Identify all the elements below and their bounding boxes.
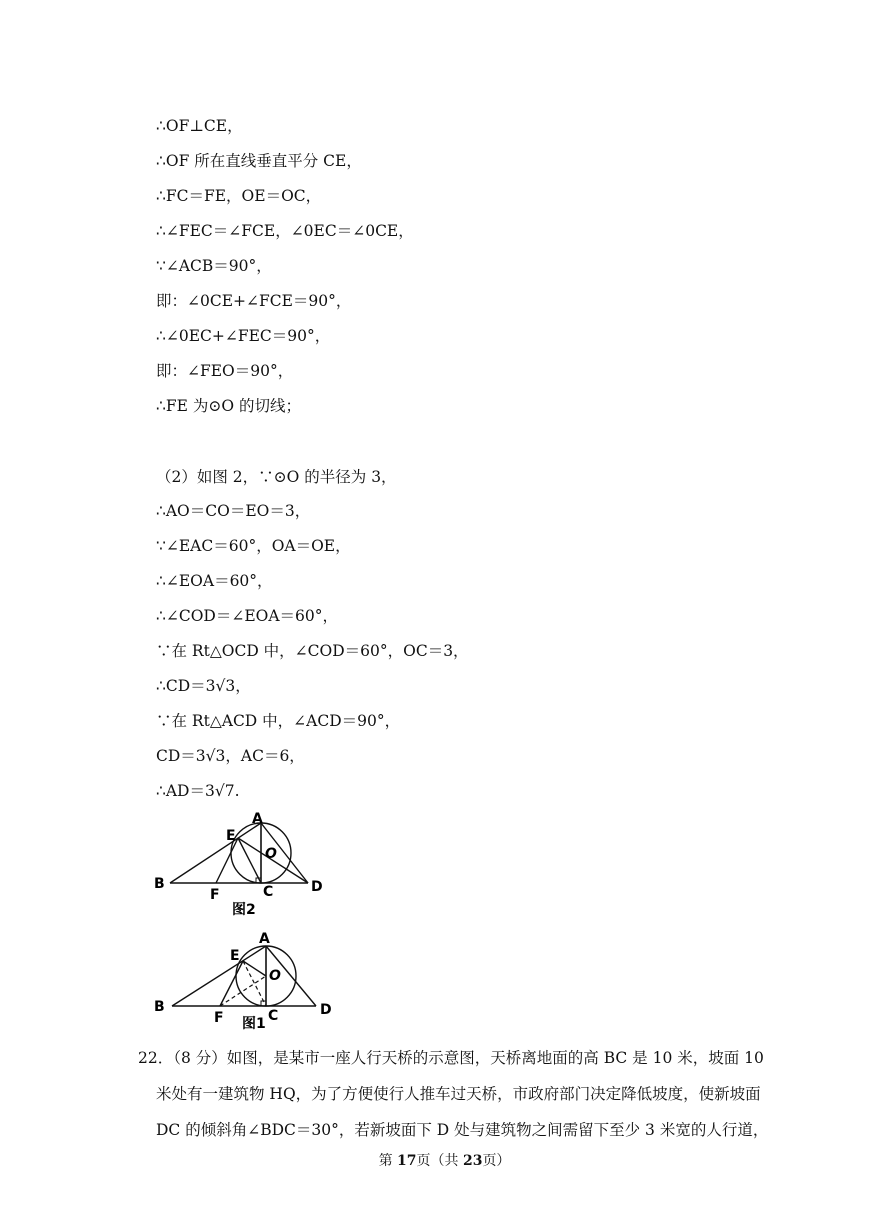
solution-line: （2）如图 2，∵⊙O 的半径为 3，	[156, 468, 397, 486]
point-label: A	[259, 931, 270, 947]
point-label: A	[252, 811, 263, 827]
point-label: C	[268, 1008, 279, 1024]
solution-line: ∴FE 为⊙O 的切线；	[156, 397, 301, 415]
point-label: E	[226, 828, 236, 844]
footer-prefix: 第	[378, 1153, 398, 1169]
figure-caption: 图1	[242, 1016, 266, 1032]
solution-line: ∵在 Rt△ACD 中，∠ACD＝90°，	[156, 712, 401, 730]
solution-line: ∴∠FEC＝∠FCE，∠0EC＝∠0CE，	[156, 222, 414, 240]
point-label: E	[230, 948, 240, 964]
solution-line: ∴∠COD＝∠EOA＝60°，	[156, 607, 339, 625]
solution-line: ∵∠EAC＝60°，OA＝OE，	[156, 537, 351, 555]
footer-total-pages: 23	[462, 1153, 483, 1169]
geometry-figure-1	[148, 930, 338, 1035]
solution-line: 即：∠FEO＝90°，	[156, 362, 294, 380]
solution-line: ∵在 Rt△OCD 中，∠COD＝60°，OC＝3，	[156, 642, 469, 660]
point-label: C	[263, 884, 274, 900]
point-label: O	[265, 846, 277, 862]
solution-line: ∴OF 所在直线垂直平分 CE，	[156, 152, 362, 170]
point-label: B	[154, 876, 165, 892]
solution-line: 即：∠0CE+∠FCE＝90°，	[156, 292, 352, 310]
point-label: F	[214, 1010, 224, 1026]
solution-line: ∴OF⊥CE，	[156, 117, 243, 135]
point-label: F	[210, 887, 220, 903]
figure-caption: 图2	[232, 902, 256, 918]
solution-line: ∴∠0EC+∠FEC＝90°，	[156, 327, 331, 345]
question-line: 22．（8 分）如图，是某市一座人行天桥的示意图，天桥离地面的高 BC 是 10 米，坡面 10	[138, 1049, 764, 1067]
question-line: DC 的倾斜角∠BDC＝30°，若新坡面下 D 处与建筑物之间需留下至少 3 米宽的人行道，	[156, 1121, 769, 1139]
footer-suffix: 页）	[482, 1153, 511, 1169]
point-label: B	[154, 999, 165, 1015]
solution-line: ∴CD＝3√3，	[156, 677, 251, 695]
solution-line: ∵∠ACB＝90°，	[156, 257, 272, 275]
solution-line: ∴AO＝CO＝EO＝3，	[156, 502, 311, 520]
geometry-figure-2	[148, 810, 338, 920]
point-label: D	[320, 1002, 332, 1018]
footer-page-number: 17	[397, 1153, 417, 1169]
solution-line: ∴AD＝3√7.	[156, 782, 240, 800]
footer-middle: 页（共	[416, 1153, 463, 1169]
solution-line: ∴FC＝FE，OE＝OC，	[156, 187, 322, 205]
point-label: D	[311, 879, 323, 895]
solution-line: CD＝3√3，AC＝6，	[156, 747, 305, 765]
page-footer	[0, 1150, 889, 1170]
point-label: O	[269, 968, 281, 984]
question-line: 米处有一建筑物 HQ，为了方便使行人推车过天桥，市政府部门决定降低坡度，使新坡面	[156, 1085, 761, 1103]
solution-line: ∴∠EOA＝60°，	[156, 572, 273, 590]
